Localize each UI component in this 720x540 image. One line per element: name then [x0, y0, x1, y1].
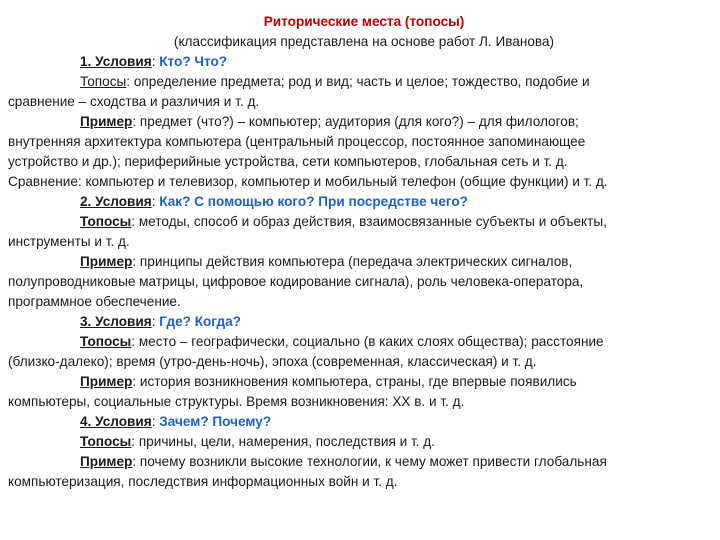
example-label: Пример — [80, 454, 133, 469]
example-continuation: устройство и др.); периферийные устройства, сети компьютеров, глобальная сеть и т. д. — [8, 154, 568, 169]
section-4 — [8, 412, 720, 492]
conditions-label: 3. Условия — [80, 314, 152, 329]
example-label: Пример — [80, 114, 133, 129]
heading-colon: : — [151, 194, 160, 209]
example-text: : почему возникли высокие технологии, к чему может привести глобальная — [132, 454, 607, 469]
conditions-label: 2. Условия — [80, 194, 152, 209]
topoi-text: : причины, цели, намерения, последствия и т. д. — [131, 434, 435, 449]
topoi-continuation: (близко-далеко); время (утро-день-ночь), эпоха (современная, классическая) и т. д. — [8, 354, 537, 369]
heading-colon: : — [151, 414, 160, 429]
topoi-label: Топосы — [80, 434, 132, 449]
example-continuation: Сравнение: компьютер и телевизор, компьютер и мобильный телефон (общие функции) и т. д. — [8, 174, 608, 189]
example-line — [8, 252, 720, 272]
example-label: Пример — [80, 254, 133, 269]
heading-colon: : — [151, 314, 160, 329]
topoi-label: Топосы — [80, 334, 132, 349]
example-text: : предмет (что?) – компьютер; аудитория (для кого?) – для филологов; — [132, 114, 579, 129]
topoi-continuation: инструменты и т. д. — [8, 234, 130, 249]
section-heading — [8, 312, 720, 332]
section-1 — [8, 52, 720, 192]
topoi-label: Топосы — [80, 74, 127, 89]
section-heading — [8, 52, 720, 72]
heading-colon: : — [151, 54, 160, 69]
example-label: Пример — [80, 374, 133, 389]
example-line — [8, 112, 720, 132]
example-continuation: компьютеры, социальные структуры. Время возникновения: XX в. и т. д. — [8, 394, 465, 409]
topoi-text: : методы, способ и образ действия, взаимосвязанные субъекты и объекты, — [131, 214, 607, 229]
conditions-label: 1. Условия — [80, 54, 152, 69]
example-continuation: программное обеспечение. — [8, 294, 181, 309]
example-text: : история возникновения компьютера, страны, где впервые появились — [132, 374, 577, 389]
section-2 — [8, 192, 720, 312]
conditions-question: Кто? Что? — [159, 54, 228, 69]
topoi-line — [8, 432, 720, 452]
section-heading — [8, 192, 720, 212]
conditions-question: Где? Когда? — [159, 314, 241, 329]
section-3 — [8, 312, 720, 412]
example-line — [8, 452, 720, 472]
conditions-label: 4. Условия — [80, 414, 152, 429]
topoi-line — [8, 72, 720, 92]
page-subtitle: (классификация представлена на основе работ Л. Иванова) — [173, 34, 555, 49]
example-continuation: полупроводниковые матрицы, цифровое кодирование сигнала), роль человека-оператора, — [8, 274, 584, 289]
example-text: : принципы действия компьютера (передача электрических сигналов, — [132, 254, 573, 269]
page-title: Риторические места (топосы) — [263, 14, 465, 29]
example-continuation: внутренняя архитектура компьютера (центральный процессор, постоянное запоминающее — [8, 134, 586, 149]
topoi-label: Топосы — [80, 214, 132, 229]
section-heading — [8, 412, 720, 432]
topoi-line — [8, 212, 720, 232]
topoi-line — [8, 332, 720, 352]
conditions-question: Зачем? Почему? — [159, 414, 272, 429]
topoi-text: : место – географически, социально (в каких слоях общества); расстояние — [131, 334, 604, 349]
conditions-question: Как? С помощью кого? При посредстве чего? — [159, 194, 468, 209]
topoi-continuation: сравнение – сходства и различия и т. д. — [8, 94, 260, 109]
example-continuation: компьютеризация, последствия информационных войн и т. д. — [8, 474, 398, 489]
example-line — [8, 372, 720, 392]
topoi-text: : определение предмета; род и вид; часть и целое; тождество, подобие и — [126, 74, 590, 89]
